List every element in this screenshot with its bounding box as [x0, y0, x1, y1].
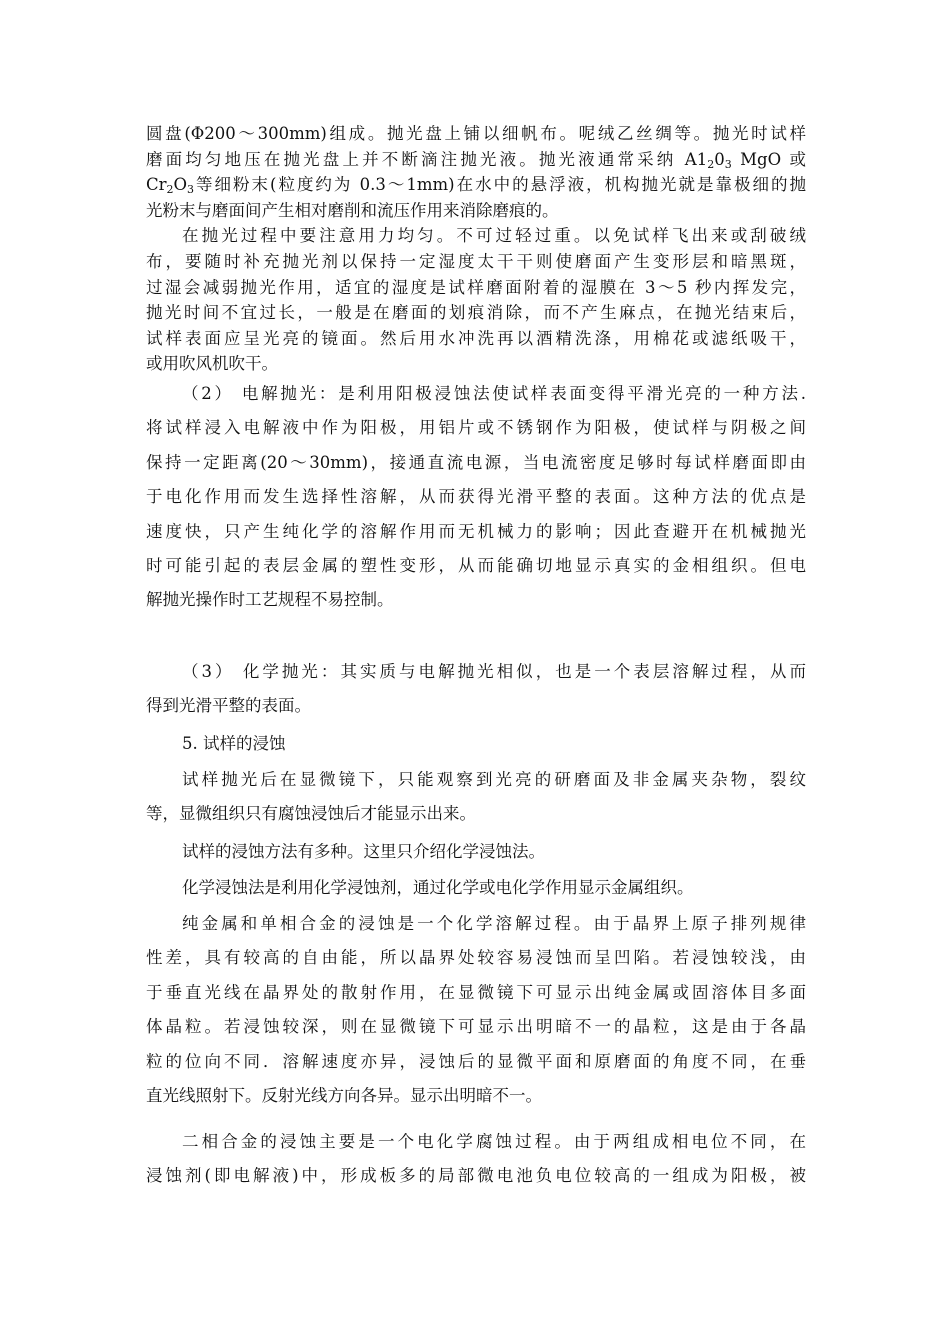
- text-line: 试样的浸蚀方法有多种。这里只介绍化学浸蚀法。: [182, 842, 545, 861]
- paragraph-two-phase-etching: [146, 1125, 806, 1194]
- text-line: 布，要随时补充抛光剂以保持一定湿度太干干则使磨面产生变形层和暗黑斑，: [146, 251, 806, 271]
- text-line: 粒的位向不同．溶解速度亦异，浸蚀后的显微平面和原磨面的角度不同，在垂: [146, 1051, 806, 1071]
- section-heading: [146, 727, 806, 761]
- text-line: 试样表面应呈光亮的镜面。然后用水冲洗再以酒精洗涤，用棉花或滤纸吸干，: [146, 328, 806, 348]
- paragraph-chemical-polishing: [146, 655, 806, 724]
- text-line: 纯金属和单相合金的浸蚀是一个化学溶解过程。由于晶界上原子排列规律: [182, 914, 806, 933]
- text-line: 将试样浸入电解液中作为阳极，用铝片或不锈钢作为阳极，使试样与阴极之间: [146, 418, 806, 438]
- text-line: 等，显微组织只有腐蚀浸蚀后才能显示出来。: [146, 804, 476, 824]
- text-line: 或用吹风机吹干。: [146, 354, 278, 374]
- paragraph-etching-methods: [146, 835, 806, 869]
- text-line: 性差，具有较高的自由能，所以晶界处较容易浸蚀而呈凹陷。若浸蚀较浅，由: [146, 948, 806, 968]
- text-line: 在抛光过程中要注意用力均匀。不可过轻过重。以免试样飞出来或刮破绒: [182, 226, 806, 246]
- paragraph-chemical-etching: [146, 871, 806, 905]
- text-line: 磨面均匀地压在抛光盘上并不断滴注抛光液。抛光液通常采纳 $A1_20_3$ MgO 或: [146, 149, 806, 171]
- text-line: 过湿会减弱抛光作用，适宜的湿度是试样磨面附着的湿膜在 3～5 秒内挥发完，: [146, 277, 806, 297]
- text-line: 于垂直光线在晶界处的散射作用，在显微镜下可显示出纯金属或固溶体目多面: [146, 982, 806, 1002]
- text-line: （3） 化学抛光：其实质与电解抛光相似，也是一个表层溶解过程，从而: [182, 662, 806, 681]
- paragraph-electrolytic-polishing: [146, 377, 806, 618]
- text-line: 时可能引起的表层金属的塑性变形，从而能确切地显示真实的金相组织。但电: [146, 555, 806, 575]
- text-line: 光粉末与磨面间产生相对磨削和流压作用来消除磨痕的。: [146, 200, 559, 220]
- text-line: 浸蚀剂(即电解液)中，形成板多的局部微电池负电位较高的一组成为阳极，被: [146, 1166, 806, 1186]
- text-line: 圆盘(Φ200～300mm)组成。抛光盘上铺以细帆布。呢绒乙丝绸等。抛光时试样: [146, 124, 806, 143]
- text-line: 得到光滑平整的表面。: [146, 696, 311, 716]
- heading-text: 5. 试样的浸蚀: [182, 734, 286, 753]
- paragraph-pure-metal-etching: [146, 907, 806, 1113]
- text-line: 直光线照射下。反射光线方向各异。显示出明暗不一。: [146, 1085, 542, 1105]
- text-line: 试样抛光后在显微镜下，只能观察到光亮的研磨面及非金属夹杂物，裂纹: [182, 770, 806, 789]
- text-line: 体晶粒。若浸蚀较深，则在显微镜下可显示出明暗不一的晶粒，这是由于各晶: [146, 1017, 806, 1037]
- paragraph-polishing-notes: [146, 223, 806, 377]
- paragraph-etching-intro: [146, 763, 806, 832]
- text-line: 于电化作用而发生选择性溶解，从而获得光滑平整的表面。这种方法的优点是: [146, 487, 806, 507]
- text-line: 速度快，只产生纯化学的溶解作用而无机械力的影响；因此查避开在机械抛光: [146, 521, 806, 541]
- text-line: $Cr_2O_3$等细粉末(粒度约为 0.3～1mm)在水中的悬浮液，机构抛光就是靠极细的抛: [146, 175, 806, 197]
- text-line: 解抛光操作时工艺规程不易控制。: [146, 590, 394, 610]
- text-line: 抛光时间不宜过长，一般是在磨面的划痕消除，而不产生麻点，在抛光结束后，: [146, 303, 806, 323]
- text-line: 化学浸蚀法是利用化学浸蚀剂，通过化学或电化学作用显示金属组织。: [182, 878, 694, 897]
- paragraph-polishing-disc: [146, 121, 806, 223]
- text-line: 保持一定距离(20～30mm)，接通直流电源，当电流密度足够时每试样磨面即由: [146, 452, 806, 472]
- text-line: （2） 电解抛光：是利用阳极浸蚀法使试样表面变得平滑光亮的一种方法.: [182, 384, 806, 403]
- text-line: 二相合金的浸蚀主要是一个电化学腐蚀过程。由于两组成相电位不同，在: [182, 1132, 806, 1151]
